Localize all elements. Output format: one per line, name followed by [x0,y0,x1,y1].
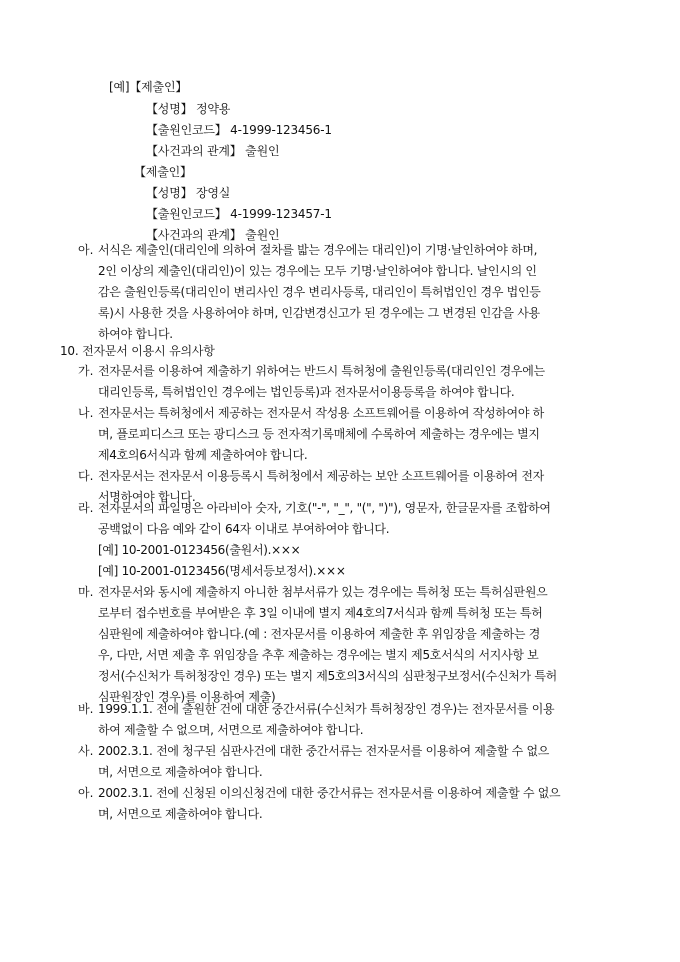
item-marker: 마. [78,585,94,599]
paragraph-line: 하여야 합니다. [98,327,173,341]
item-marker: 아. [78,243,94,257]
paragraph-line: 감은 출원인등록(대리인이 변리사인 경우 변리사등록, 대리인이 특허법인인 경우 법인등 [98,285,541,299]
paragraph-line: 전자문서와 동시에 제출하지 아니한 첨부서류가 있는 경우에는 특허청 또는 특허심판원으 [98,585,548,599]
submitter1-relation: 【사건과의 관계】 출원인 [146,144,280,158]
submitter2-name: 【성명】 장영실 [146,186,231,200]
paragraph-line: 로부터 접수번호를 부여받은 후 3일 이내에 별지 제4호의7서식과 함께 특허청 또는 특허 [98,606,543,620]
submitter1-code: 【출원인코드】 4-1999-123456-1 [146,123,332,137]
item-marker: 나. [78,406,94,420]
item-sa-text [98,741,549,783]
paragraph-line: 심판원장인 경우)를 이용하여 제출) [98,690,276,704]
item-ga-text [98,361,545,403]
paragraph-line: [예] 10-2001-0123456(명세서등보정서).××× [98,564,346,578]
item-marker: 아. [78,786,94,800]
paragraph-line: 우, 다만, 서면 제출 후 위임장을 추후 제출하는 경우에는 별지 제5호서식의 서지사항 보 [98,648,539,662]
item-marker: 사. [78,744,94,758]
submitter2-code: 【출원인코드】 4-1999-123457-1 [146,207,332,221]
section-title: 10. 전자문서 이용시 유의사항 [60,344,215,358]
item-a-text [98,783,560,825]
paragraph-line: [예] 10-2001-0123456(출원서).××× [98,543,301,557]
paragraph-line: 전자문서는 전자문서 이용등록시 특허청에서 제공하는 보안 소프트웨어를 이용하여 전자 [98,469,544,483]
item-marker: 바. [78,702,94,716]
example-heading: [예]【제출인】 [109,80,188,94]
item-na-text [98,403,544,466]
item-ba-text [98,699,554,741]
paragraph-line: 전자문서는 특허청에서 제공하는 전자문서 작성용 소프트웨어를 이용하여 작성하여야 하 [98,406,544,420]
item-marker: 다. [78,469,94,483]
seal-paragraph [98,240,541,345]
paragraph-line: 며, 서면으로 제출하여야 합니다. [98,807,263,821]
item-ra-text [98,498,551,582]
paragraph-line: 2002.3.1. 전에 청구된 심판사건에 대한 중간서류는 전자문서를 이용하여 제출할 수 없으 [98,744,550,758]
paragraph-line: 록)시 사용한 것을 사용하여야 하며, 인감변경신고가 된 경우에는 그 변경된 인감을 사용 [98,306,540,320]
submitter1-name: 【성명】 정약용 [146,102,231,116]
paragraph-line: 전자문서의 파일명은 아라비아 숫자, 기호("-", "_", "(", ")"), 영문자, 한글문자를 조합하여 [98,501,551,515]
paragraph-line: 대리인등록, 특허법인인 경우에는 법인등록)과 전자문서이용등록을 하여야 합니다. [98,385,515,399]
paragraph-line: 심판원에 제출하여야 합니다.(예 : 전자문서를 이용하여 제출한 후 위임장을 제출하는 경 [98,627,541,641]
paragraph-line: 2002.3.1. 전에 신청된 이의신청건에 대한 중간서류는 전자문서를 이용하여 제출할 수 없으 [98,786,561,800]
item-marker: 가. [78,364,94,378]
paragraph-line: 며, 서면으로 제출하여야 합니다. [98,765,263,779]
paragraph-line: 정서(수신처가 특허청장인 경우) 또는 별지 제5호의3서식의 심판청구보정서(수신처가 특허 [98,669,557,683]
submitter2-relation: 【사건과의 관계】 출원인 [146,228,280,242]
item-ma-text [98,582,557,708]
paragraph-line: 서명하여야 합니다. [98,490,196,504]
paragraph-line: 서식은 제출인(대리인에 의하여 절차를 밟는 경우에는 대리인)이 기명·날인하여야 하며, [98,243,538,257]
item-marker: 라. [78,501,94,515]
paragraph-line: 전자문서를 이용하여 제출하기 위하여는 반드시 특허청에 출원인등록(대리인인 경우에는 [98,364,545,378]
paragraph-line: 1999.1.1. 전에 출원한 건에 대한 중간서류(수신처가 특허청장인 경우)는 전자문서를 이용 [98,702,555,716]
paragraph-line: 2인 이상의 제출인(대리인)이 있는 경우에는 모두 기명·날인하여야 합니다. 날인시의 인 [98,264,537,278]
paragraph-line: 제4호의6서식과 함께 제출하여야 합니다. [98,448,308,462]
paragraph-line: 며, 플로피디스크 또는 광디스크 등 전자적기록매체에 수록하여 제출하는 경우에는 별지 [98,427,540,441]
submitter2-heading: 【제출인】 [134,165,192,179]
paragraph-line: 공백없이 다음 예와 같이 64자 이내로 부여하여야 합니다. [98,522,390,536]
paragraph-line: 하여 제출할 수 없으며, 서면으로 제출하여야 합니다. [98,723,364,737]
